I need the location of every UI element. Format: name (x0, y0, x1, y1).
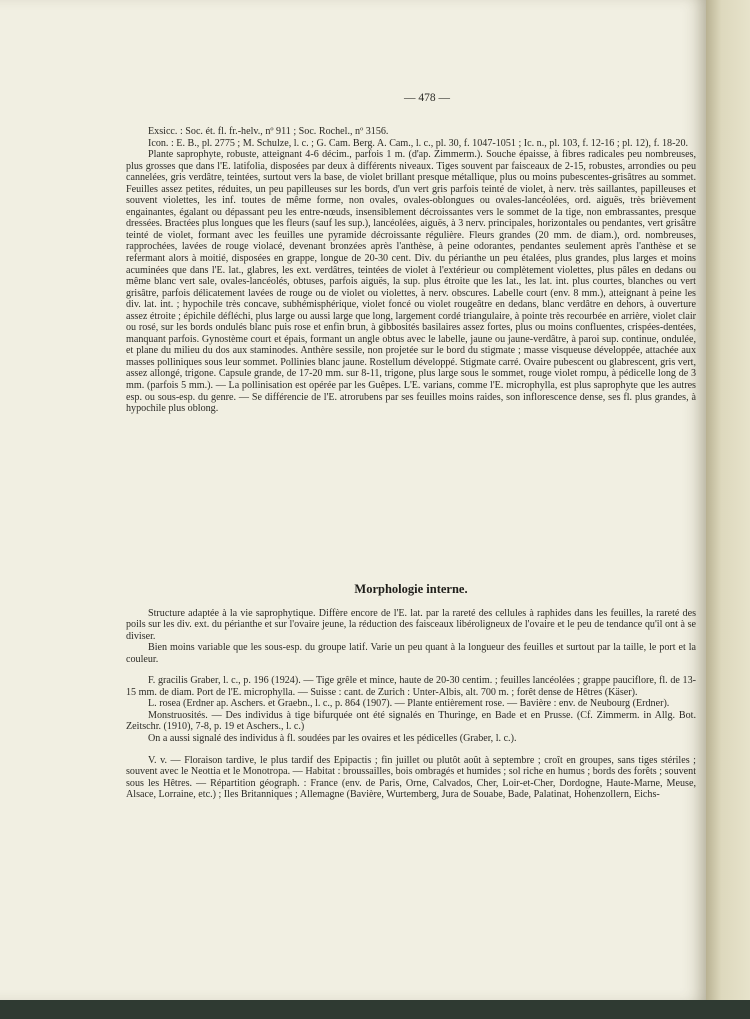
form-gracilis-paragraph: F. gracilis Graber, l. c., p. 196 (1924). — Tige grêle et mince, haute de 20-30 centim. ; feuilles lancéolées ; grappe pauciflore, fl. de 13-15 mm. de diam. Port de l'E. microphylla. — Suisse : cant. de Zurich : Unter-Albis, alt. 700 m. ; forêt dense de Hêtres (Käser). (126, 675, 696, 698)
exsiccatae-line: Exsicc. : Soc. ét. fl. fr.-helv., nº 911 ; Soc. Rochel., nº 3156. (148, 126, 389, 137)
section-title: Morphologie interne. (354, 582, 468, 596)
distribution-paragraph: V. v. — Floraison tardive, le plus tardif des Epipactis ; fin juillet ou plutôt août à septembre ; croît en groupes, sans tiges stériles ; souvent avec le Neottia et le Monotropa. — Habitat : broussailles, bois ombragés et humides ; sol riche en humus ; bords des forêts ; souvent sous les Hêtres. — Répartition géograph. : France (env. de Paris, Orne, Calvados, Cher, Loir-et-Cher, Dordogne, Haute-Marne, Meuse, Alsace, Lorraine, etc.) ; Iles Britanniques ; Allemagne (Bavière, Wurtemberg, Jura de Souabe, Bade, Palatinat, Hohenzollern, Eichs- (126, 754, 696, 801)
fused-flowers-paragraph: On a aussi signalé des individus à fl. soudées par les ovaires et les pédicelles (Graber, l. c.). (148, 733, 517, 745)
variability-paragraph: Bien moins variable que les sous-esp. du groupe latif. Varie un peu quant à la longueur des feuilles et surtout par la taille, le port et la couleur. (126, 642, 696, 665)
book-gutter (706, 0, 750, 1000)
description-block (126, 126, 696, 415)
morphology-paragraph: Structure adaptée à la vie saprophytique. Diffère encore de l'E. lat. par la rareté des cellules à raphides dans les feuilles, la rareté des poils sur les div. ext. du périanthe et sur l'ovaire jeune, la réduction des faisceaux libéroligneux de l'ovaire et le peu de tendance qu'il ont à se diviser. (126, 607, 696, 642)
form-rosea-paragraph: L. rosea (Erdner ap. Aschers. et Graebn., l. c., p. 864 (1907). — Plante entièrement rose. — Bavière : env. de Neubourg (Erdner). (148, 698, 670, 710)
iconography-line: Icon. : E. B., pl. 2775 ; M. Schulze, l. c. ; G. Cam. Berg. A. Cam., l. c., pl. 30, f. 1047-1051 ; Ic. n., pl. 103, f. 12-16 ; pl. 12), f. 18-20. (148, 137, 689, 149)
plant-description: Plante saprophyte, robuste, atteignant 4-6 décim., parfois 1 m. (d'ap. Zimmerm.). Souche épaisse, à fibres radicales peu nombreuses, plus grosses que dans l'E. latifolia, disposées par deux à différents niveaux. Tiges souvent par faisceaux de 2-15, robustes, arrondies ou peu cannelées, gris verdâtre, teintées, surtout vers la base, de violet brillant presque métallique, plus ou moins pubescentes-grisâtres au sommet. Feuilles assez petites, réduites, un peu papilleuses sur les bords, d'un vert gris parfois teinté de violet, à nerv. très saillantes, papilleuses et souvent violettes, les inf. toutes de même forme, non ovales, ovales-oblongues ou ovales-lancéolées, ord. aiguës, très brièvement engainantes, égalant ou dépassant peu les entre-nœuds, insensiblement décroissantes vers le sommet de la tige, non embrassantes, presque dressées. Bractées plus longues que les fleurs (sauf les sup.), lancéolées, aiguës, à 3 nerv. principales, horizontales ou pendantes, vert grisâtre teinté de violet, formant avec les feuilles une pyramide décroissante régulière. Fleurs grandes (20 mm. de diam.), ord. nombreuses, rapprochées, lavées de rouge violacé, devenant bronzées après l'anthèse, à peine odorantes, pendantes seulement après l'anthèse et se refermant alors à moitié, disposées en grappe, longue de 20-30 cent. Div. du périanthe un peu étalées, plus grandes, plus larges et moins acuminées que dans l'E. lat., glabres, les ext. verdâtres, teintées de violet à l'extérieur ou complètement violettes, plus pâles en dedans ou même blanc vert sale, ovales-lancéolés, obtuses, parfois aiguës, la sup. plus étroite que les lat., les lat. int. plus courtes, blanches ou vert grisâtre, parfois délicatement lavées de rouge ou de violet ou violettes, à nerv. obscures. Labelle court (env. 8 mm.), atteignant à peine les div. lat. int. ; hypochile très concave, subhémisphérique, violet foncé ou violet rougeâtre en dedans, blanc verdâtre en dehors, à ouverture assez étroite ; épichile défléchi, plus large ou aussi large que long, largement cordé triangulaire, à pointe très recourbée en arrière, violet clair ou rosé, sur les bords ondulés blanc puis rose et enfin brun, à gibbosités basilaires assez fortes, plus ou moins confluentes, crispées-dentées, manquant parfois. Gynostème court et épais, formant un angle obtus avec le labelle, jaune ou jaune-verdâtre, à paroi sup. continue, ondulée, et plane du milieu du dos aux staminodes. Anthère sessile, non projetée sur le bord du stigmate ; masse visqueuse développée, attachée aux masses polliniques sous leur sommet. Pollinies blanc jaune. Rostellum développé. Stigmate carré. Ovaire pubescent ou glabrescent, gris vert, assez allongé, trigone. Capsule grande, de 17-20 mm. sur 8-11, trigone, plus large sous le sommet, rouge violet rompu, à pédicelle long de 3 mm. (parfois 5 mm.). — La pollinisation est opérée par les Guêpes. L'E. varians, comme l'E. microphylla, est plus saprophyte que les autres esp. ou sous-esp. du genre. — Se différencie de l'E. atrorubens par ses feuilles moins raides, son inflorescence dense, ses fl. plus grandes, à hypochile plus oblong. (126, 149, 696, 415)
page-number: — 478 — (404, 92, 450, 104)
monstrosities-paragraph: Monstruosités. — Des individus à tige bifurquée ont été signalés en Thuringe, en Bade et en Prusse. (Cf. Zimmerm. in Allg. Bot. Zeitschr. (1910), 7-8, p. 19 et Aschers., l. c.) (126, 709, 696, 733)
morphology-block (126, 570, 696, 801)
bottom-edge (0, 1000, 750, 1019)
